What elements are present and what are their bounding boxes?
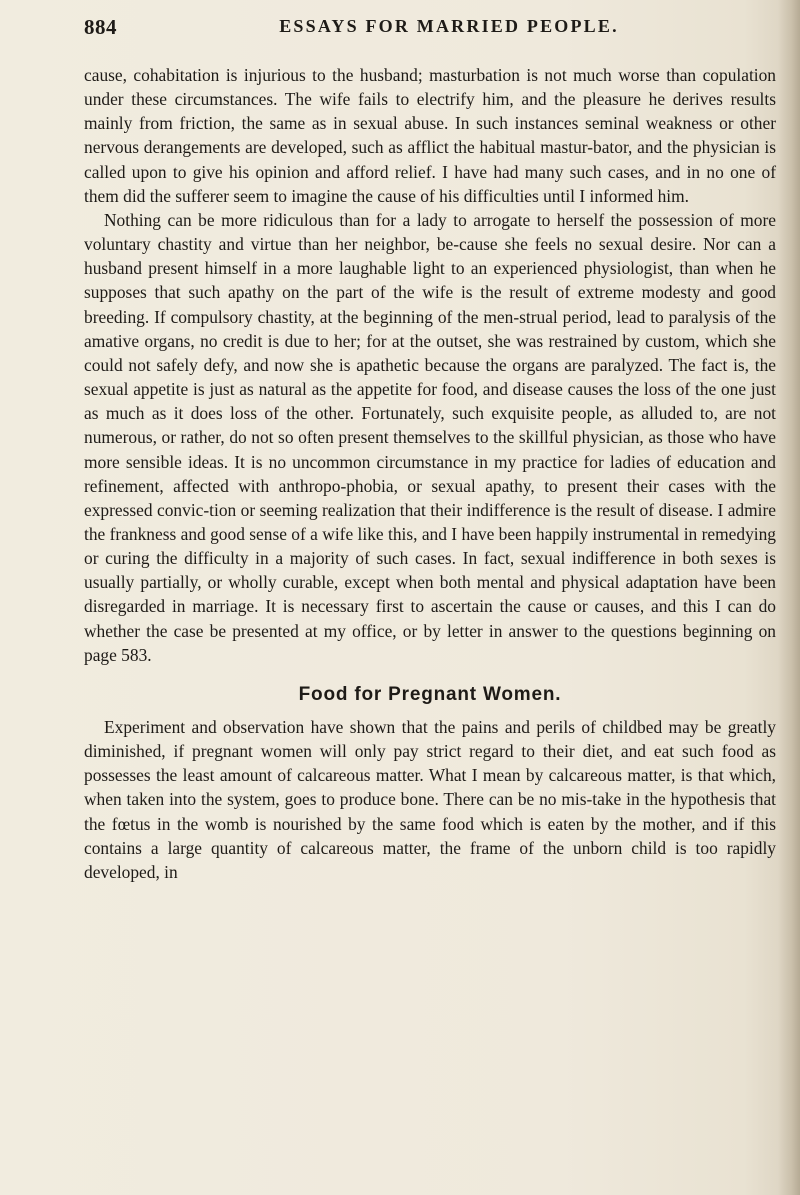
page-number: 884	[84, 15, 117, 39]
running-title: ESSAYS FOR MARRIED PEOPLE.	[279, 16, 619, 36]
body-text	[84, 63, 776, 884]
running-head	[84, 15, 774, 47]
paragraph-continuation: cause, cohabitation is injurious to the husband; masturbation is not much worse than copulation under these circumstances. The wife fails to electrify him, and the pleasure he derives results mainly from friction, the same as in sexual abuse. In such instances seminal weakness or other nervous derangements are developed, such as afflict the habitual mastur-bator, and the physician is called upon to give his opinion and afford relief. I have had many such cases, and in no one of them did the sufferer seem to imagine the cause of his difficulties until I informed him.	[84, 65, 776, 206]
page-edge-shadow	[778, 0, 800, 1195]
section-heading: Food for Pregnant Women.	[298, 683, 562, 705]
paragraph-sexual-apathy: Nothing can be more ridiculous than for a lady to arrogate to herself the possession of more voluntary chastity and virtue than her neighbor, be-cause she feels no sexual desire. Nor can a husband present himself in a more laughable light to an experienced physiologist, than when he supposes that such apathy on the part of the wife is the result of extreme modesty and good breeding. If compulsory chastity, at the beginning of the men-strual period, lead to paralysis of the amative organs, no credit is due to her; for at the outset, she was restrained by custom, which she could not safely defy, and now she is apathetic because the organs are paralyzed. The fact is, the sexual appetite is just as natural as the appetite for food, and disease causes the loss of the one just as much as it does loss of the other. Fortunately, such exquisite people, as alluded to, are not numerous, or rather, do not so often present themselves to the skillful physician, as those who have more sensible ideas. It is no uncommon circumstance in my practice for ladies of education and refinement, affected with anthropo-phobia, or sexual apathy, to present their cases with the expressed convic-tion or seeming realization that their indifference is the result of disease. I admire the frankness and good sense of a wife like this, and I have been happily instrumental in remedying or curing the difficulty in a majority of such cases. In fact, sexual indifference in both sexes is usually partially, or wholly curable, except when both mental and physical adaptation have been disregarded in marriage. It is necessary first to ascertain the cause or causes, and this I can do whether the case be presented at my office, or by letter in answer to the questions beginning on page 583.	[84, 209, 776, 665]
paragraph-food-pregnant-women: Experiment and observation have shown that the pains and perils of childbed may be greatly diminished, if pregnant women will only pay strict regard to their diet, and eat such food as possesses the least amount of calcareous matter. What I mean by calcareous matter, is that which, when taken into the system, goes to produce bone. There can be no mis-take in the hypothesis that the fœtus in the womb is nourished by the same food which is eaten by the mother, and if this contains a large quantity of calcareous matter, the frame of the unborn child is too rapidly developed, in	[84, 716, 776, 882]
